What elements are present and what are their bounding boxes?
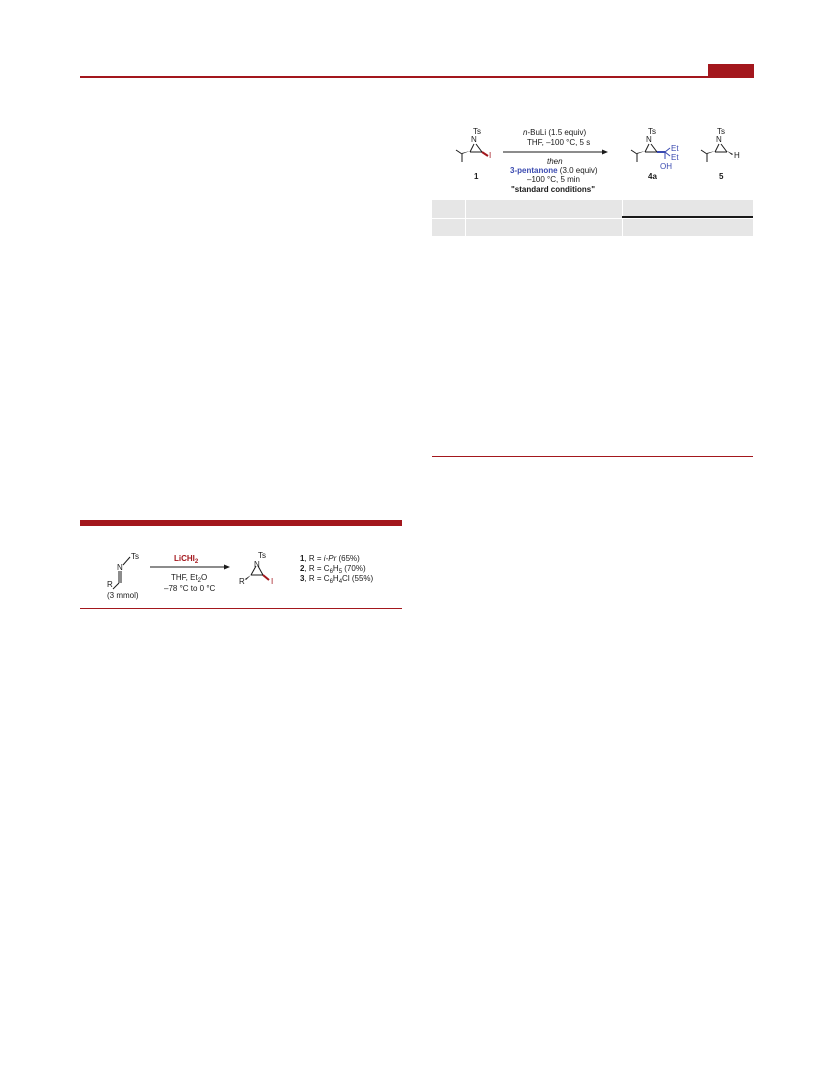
imine-r-label: R	[107, 580, 113, 589]
product-2-mid: H	[332, 564, 339, 573]
p5-ts-label: Ts	[717, 127, 725, 136]
table-column-separator-2	[622, 200, 623, 236]
product-3-text-b: Cl (55%)	[342, 574, 374, 583]
nbuli-text: -BuLi (1.5 equiv)	[527, 128, 587, 137]
sm-i-label: I	[489, 151, 492, 160]
pentanone-equiv: (3.0 equiv)	[557, 166, 598, 175]
product-1-text-b: (65%)	[336, 554, 360, 563]
product-n-label: N	[254, 560, 260, 569]
p4a-ts-label: Ts	[648, 127, 656, 136]
reaction-arrow-1	[150, 563, 230, 571]
scale-label: (3 mmol)	[107, 591, 139, 600]
p5-n-label: N	[716, 135, 722, 144]
product-3-sub2: 4	[338, 579, 343, 585]
condition-line-6: "standard conditions"	[511, 185, 596, 194]
product-2-sub2: 5	[338, 569, 343, 575]
sm-ts-label: Ts	[473, 127, 481, 136]
pentanone-bold: 3-pentanone	[510, 166, 558, 175]
p5-h-label: H	[734, 151, 740, 160]
condition-line-2: THF, –100 °C, 5 s	[527, 138, 591, 147]
imine-n-label: N	[117, 563, 123, 572]
product-1-line	[300, 554, 360, 563]
product-i-label: I	[271, 577, 274, 586]
product-2-number: 2	[300, 564, 305, 573]
product-r-label: R	[239, 577, 245, 586]
condition-line-5: –100 °C, 5 min	[527, 175, 581, 184]
product-3-line	[300, 574, 373, 587]
p5-compound-number: 5	[719, 172, 724, 181]
product-2-sub1: 6	[329, 569, 333, 575]
product-3-mid: H	[332, 574, 339, 583]
p4a-et1-label: Et	[671, 144, 679, 153]
solvent-text-b: O	[201, 573, 208, 582]
product-2-text-a: , R = C	[304, 564, 330, 573]
product-2-text-b: (70%)	[342, 564, 366, 573]
product-1-text-a: , R =	[304, 554, 324, 563]
p4a-n-label: N	[646, 135, 652, 144]
condition-line-3: then	[547, 157, 563, 166]
header-rule	[80, 76, 754, 78]
product-ts-label: Ts	[258, 551, 266, 560]
sm-n-label: N	[471, 135, 477, 144]
reaction-arrow-2	[503, 148, 608, 156]
p4a-et2-label: Et	[671, 153, 679, 162]
product-1-r: i-Pr	[323, 554, 337, 563]
reagent-sub: 2	[194, 559, 199, 565]
table-header-separator	[432, 218, 753, 219]
p4a-oh-label: OH	[660, 162, 672, 171]
scheme-1-top-bar	[80, 520, 402, 526]
solvent-sub: 2	[197, 578, 202, 584]
sm-compound-number: 1	[474, 172, 479, 181]
product-3-sub1: 6	[329, 579, 333, 585]
table-column-separator-1	[465, 200, 466, 236]
condition-line-1	[523, 128, 586, 137]
table-bottom-rule	[432, 456, 753, 457]
reagent-text: LiCHI	[174, 554, 195, 563]
page-tab	[708, 64, 754, 78]
imine-ts-label: Ts	[131, 552, 139, 561]
nbuli-italic: n	[523, 128, 528, 137]
iodoaziridine-product	[240, 548, 300, 598]
product-3-number: 3	[300, 574, 305, 583]
temperature-label: –78 °C to 0 °C	[164, 584, 216, 593]
scheme-1-bottom-rule	[80, 608, 402, 609]
p4a-compound-number: 4a	[648, 172, 657, 181]
condition-line-4	[510, 166, 598, 175]
table-column-span-rule	[622, 216, 753, 218]
solvent-text-a: THF, Et	[171, 573, 198, 582]
product-3-text-a: , R = C	[304, 574, 330, 583]
product-1-number: 1	[300, 554, 305, 563]
